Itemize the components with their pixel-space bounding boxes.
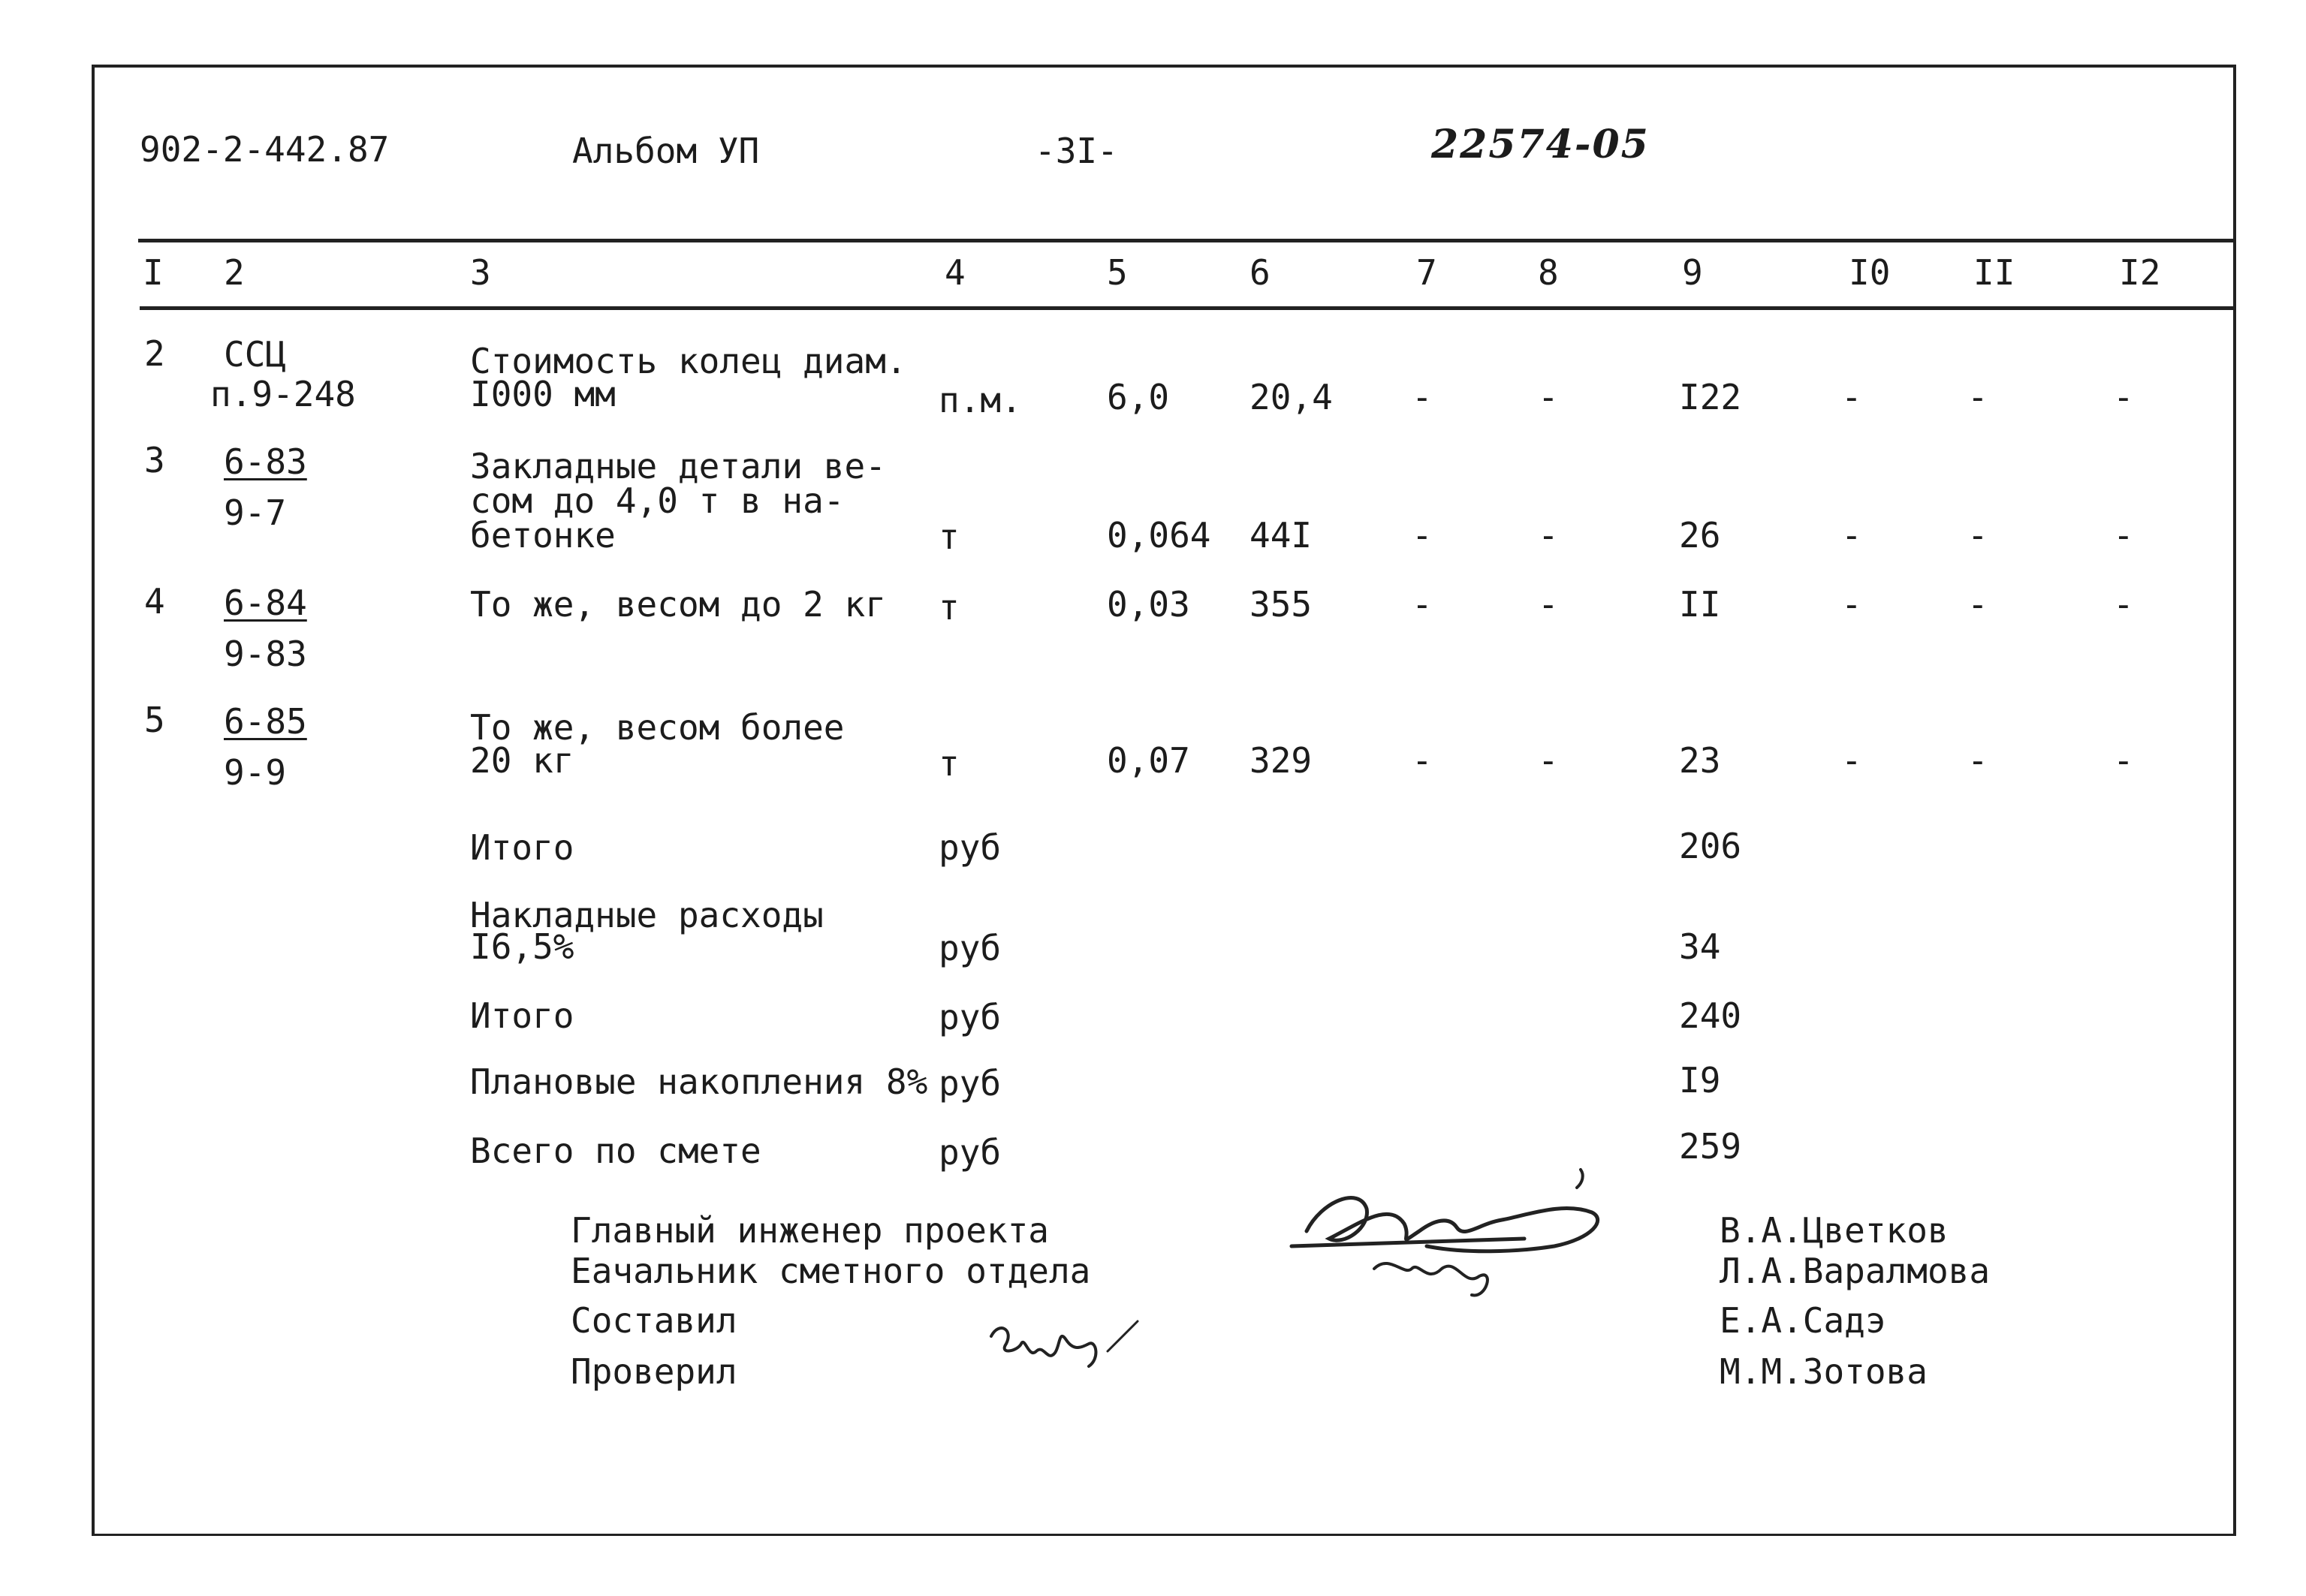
row-description-line: 20 кг [470,740,574,781]
summary-value: 240 [1679,995,1742,1036]
column-header: 6 [1249,252,1271,293]
row-col8: - [1538,740,1559,781]
row-price: 329 [1249,740,1313,781]
row-number: 5 [144,700,165,740]
row-description-line: Стоимость колец диам. [470,341,907,381]
row-col12: - [2113,377,2134,417]
signature-role: Проверил [571,1351,737,1392]
row-number: 2 [144,333,165,374]
summary-label: Плановые накопления 8% [470,1061,928,1102]
row-total: 26 [1679,515,1721,556]
column-header: I [143,252,164,293]
row-code-bottom: п.9-248 [210,374,356,414]
summary-unit: руб [939,827,1002,868]
row-col11: - [1967,740,1988,781]
summary-value: I9 [1679,1060,1721,1101]
column-header: 4 [945,252,966,293]
row-unit: т [939,587,960,628]
row-col7: - [1412,584,1433,625]
row-description-line: Закладные детали ве- [470,446,886,486]
row-unit: п.м. [939,380,1022,420]
summary-value: 206 [1679,826,1742,866]
row-description-line: I000 мм [470,374,616,414]
summary-label: Всего по смете [470,1131,761,1171]
summary-label: Накладные расходы [470,895,824,935]
column-header: I0 [1849,252,1891,293]
row-col11: - [1967,515,1988,556]
header-rule-bottom [140,306,2235,310]
row-total: I22 [1679,377,1742,417]
row-code-bottom: 9-83 [224,634,307,674]
row-col12: - [2113,740,2134,781]
row-number: 4 [144,581,165,622]
column-header: 8 [1538,252,1559,293]
row-description-line: бетонке [470,515,616,556]
row-description-line: То же, весом до 2 кг [470,584,886,625]
page-frame [92,65,2236,1536]
album-label: Альбом УП [572,131,760,171]
signature-name: Л.А.Варалмова [1720,1251,1991,1291]
summary-unit: руб [939,1132,1002,1173]
row-price: 44I [1249,515,1313,556]
row-col11: - [1967,377,1988,417]
row-total: II [1679,584,1721,625]
row-col8: - [1538,377,1559,417]
column-header: I2 [2119,252,2161,293]
row-price: 20,4 [1249,377,1333,417]
row-number: 3 [144,440,165,480]
row-unit: т [939,516,960,557]
summary-unit: руб [939,928,1002,968]
document-code: 902-2-442.87 [140,129,390,170]
column-header: II [1973,252,2015,293]
row-col10: - [1841,515,1862,556]
row-unit: т [939,743,960,784]
row-code-top: ССЦ [224,334,287,375]
row-quantity: 0,07 [1107,740,1190,781]
row-code-top: 6-83 [224,441,307,482]
signature-role: Главный инженер проекта [571,1210,1049,1251]
row-quantity: 6,0 [1107,377,1170,417]
row-col8: - [1538,515,1559,556]
row-col12: - [2113,584,2134,625]
handwritten-signature [1277,1156,1622,1329]
summary-unit: руб [939,1063,1002,1104]
row-code-top: 6-85 [224,701,307,742]
summary-value: 34 [1679,926,1721,967]
column-header: 5 [1107,252,1128,293]
summary-label: Итого [470,827,574,868]
signature-name: Е.А.Садэ [1720,1300,1886,1341]
row-code-bottom: 9-9 [224,752,287,793]
row-col12: - [2113,515,2134,556]
signature-role: Eачальник сметного отдела [571,1251,1091,1291]
signature-role: Составил [571,1300,737,1341]
page-number: -3I- [1035,131,1118,171]
row-col11: - [1967,584,1988,625]
row-price: 355 [1249,584,1313,625]
column-header: 3 [470,252,491,293]
row-col10: - [1841,584,1862,625]
signature-name: В.А.Цветков [1720,1210,1949,1251]
summary-label: Итого [470,995,574,1036]
column-header: 2 [224,252,245,293]
row-col7: - [1412,740,1433,781]
row-col7: - [1412,377,1433,417]
row-code-bottom: 9-7 [224,492,287,533]
column-header: 7 [1416,252,1437,293]
summary-value: 259 [1679,1126,1742,1167]
row-code-top: 6-84 [224,583,307,623]
header-rule-top [138,239,2235,242]
row-description-line: сом до 4,0 т в на- [470,480,845,521]
row-col10: - [1841,377,1862,417]
signature-name: М.М.Зотова [1720,1351,1928,1392]
handwritten-number: 22574-05 [1431,122,1650,167]
row-description-line: То же, весом более [470,707,845,748]
row-col10: - [1841,740,1862,781]
row-col8: - [1538,584,1559,625]
handwritten-initials [976,1306,1149,1396]
row-col7: - [1412,515,1433,556]
column-header: 9 [1682,252,1703,293]
summary-label: I6,5% [470,926,574,967]
summary-unit: руб [939,997,1002,1037]
row-quantity: 0,064 [1107,515,1211,556]
row-quantity: 0,03 [1107,584,1190,625]
row-total: 23 [1679,740,1721,781]
